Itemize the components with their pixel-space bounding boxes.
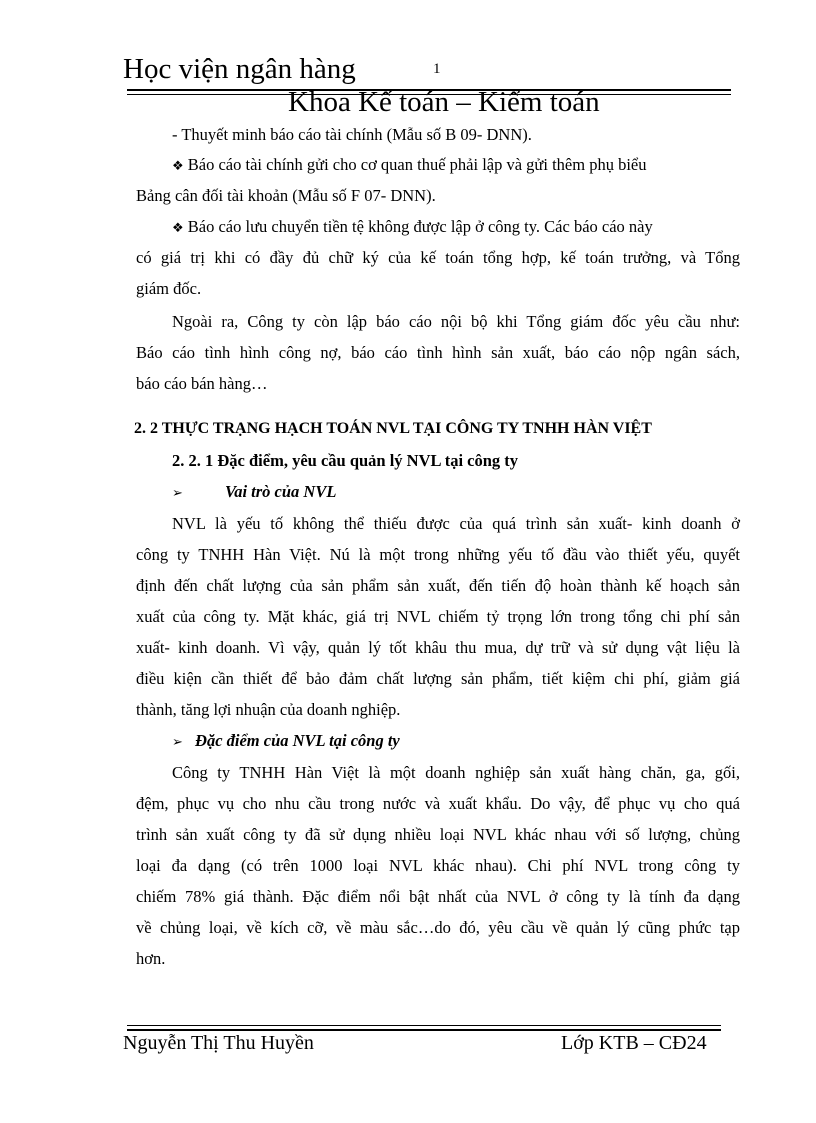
paragraph-1-line-2: công ty TNHH Hàn Việt. Nú là một trong những yếu tố đầu vào thiết yếu, quyết (136, 545, 740, 564)
body-line-7: Ngoài ra, Công ty còn lập báo cáo nội bộ khi Tổng giám đốc yêu cầu như: (172, 312, 740, 331)
subsection-heading: 2. 2. 1 Đặc điểm, yêu cầu quản lý NVL tại công ty (172, 451, 519, 470)
header-faculty: Khoa Kế toán – Kiểm toán (288, 86, 600, 118)
page-number: 1 (433, 61, 441, 77)
footer-rule (127, 1029, 721, 1031)
paragraph-2-line-5: chiếm 78% giá thành. Đặc điểm nổi bật nhất của NVL ở công ty là tính đa dạng (136, 887, 740, 906)
diamond-bullet-icon: ❖ (172, 221, 184, 236)
paragraph-2-line-2: đệm, phục vụ cho nhu cầu trong nước và xuất khẩu. Do vậy, để phục vụ cho quá (136, 794, 740, 813)
paragraph-1-line-1: NVL là yếu tố không thể thiếu được của quá trình sản xuất- kinh doanh ở (172, 514, 740, 533)
diamond-bullet-icon: ❖ (172, 159, 184, 174)
body-line-6: giám đốc. (136, 279, 202, 298)
footer-rule-thin (127, 1025, 721, 1026)
body-line-8: Báo cáo tình hình công nợ, báo cáo tình hình sản xuất, báo cáo nộp ngân sách, (136, 343, 740, 362)
footer-class: Lớp KTB – CĐ24 (561, 1032, 707, 1054)
paragraph-1-line-3: định đến chất lượng của sản phẩm sản xuất, đến tiến độ hoàn thành kế hoạch sản (136, 576, 740, 595)
bullet-text-1: Báo cáo tài chính gửi cho cơ quan thuế phải lập và gửi thêm phụ biểu (187, 155, 647, 174)
paragraph-1-line-6: điều kiện cần thiết để bảo đảm chất lượng sản phẩm, tiết kiệm chi phí, giảm giá (136, 669, 740, 688)
features-heading-text: Đặc điểm của NVL tại công ty (195, 731, 400, 750)
header-institution: Học viện ngân hàng (123, 53, 356, 85)
paragraph-2-line-3: trình sản xuất công ty đã sử dụng nhiều loại NVL khác nhau với số lượng, chủng (136, 825, 740, 844)
bullet-text-2: Báo cáo lưu chuyển tiền tệ không được lập ở công ty. Các báo cáo này (187, 217, 653, 236)
paragraph-1-line-7: thành, tăng lợi nhuận của doanh nghiệp. (136, 700, 401, 719)
section-heading: 2. 2 THỰC TRẠNG HẠCH TOÁN NVL TẠI CÔNG TY TNHH HÀN VIỆT (134, 420, 652, 437)
paragraph-2-line-4: loại đa dạng (có trên 1000 loại NVL khác nhau). Chi phí NVL trong công ty (136, 856, 740, 875)
paragraph-2-line-7: hơn. (136, 949, 166, 968)
bullet-line-1 (172, 155, 740, 177)
body-line-3: Bảng cân đối tài khoản (Mẫu số F 07- DNN). (136, 186, 436, 205)
paragraph-2-line-1: Công ty TNHH Hàn Việt là một doanh nghiệp sản xuất hàng chăn, ga, gối, (172, 763, 740, 782)
footer-author: Nguyễn Thị Thu Huyền (123, 1032, 314, 1054)
paragraph-1-line-4: xuất của công ty. Mặt khác, giá trị NVL chiếm tỷ trọng lớn trong tổng chi phí sản (136, 607, 740, 626)
bullet-line-2 (172, 217, 740, 239)
arrow-bullet-icon: ➢ (172, 486, 183, 501)
body-line-9: báo cáo bán hàng… (136, 374, 268, 393)
paragraph-2-line-6: về chủng loại, về kích cỡ, về màu sắc…do đó, yêu cầu về quản lý cũng phức tạp (136, 918, 740, 937)
role-heading-text: Vai trò của NVL (225, 482, 337, 501)
role-heading (172, 482, 572, 504)
arrow-bullet-icon: ➢ (172, 735, 183, 750)
features-heading (172, 731, 572, 753)
paragraph-1-line-5: xuất- kinh doanh. Vì vậy, quản lý tốt khâu thu mua, dự trữ và sử dụng vật liệu là (136, 638, 740, 657)
body-line-1: - Thuyết minh báo cáo tài chính (Mẫu số B 09- DNN). (172, 125, 532, 144)
body-line-5: có giá trị khi có đầy đủ chữ ký của kế toán tổng hợp, kế toán trưởng, và Tổng (136, 248, 740, 267)
